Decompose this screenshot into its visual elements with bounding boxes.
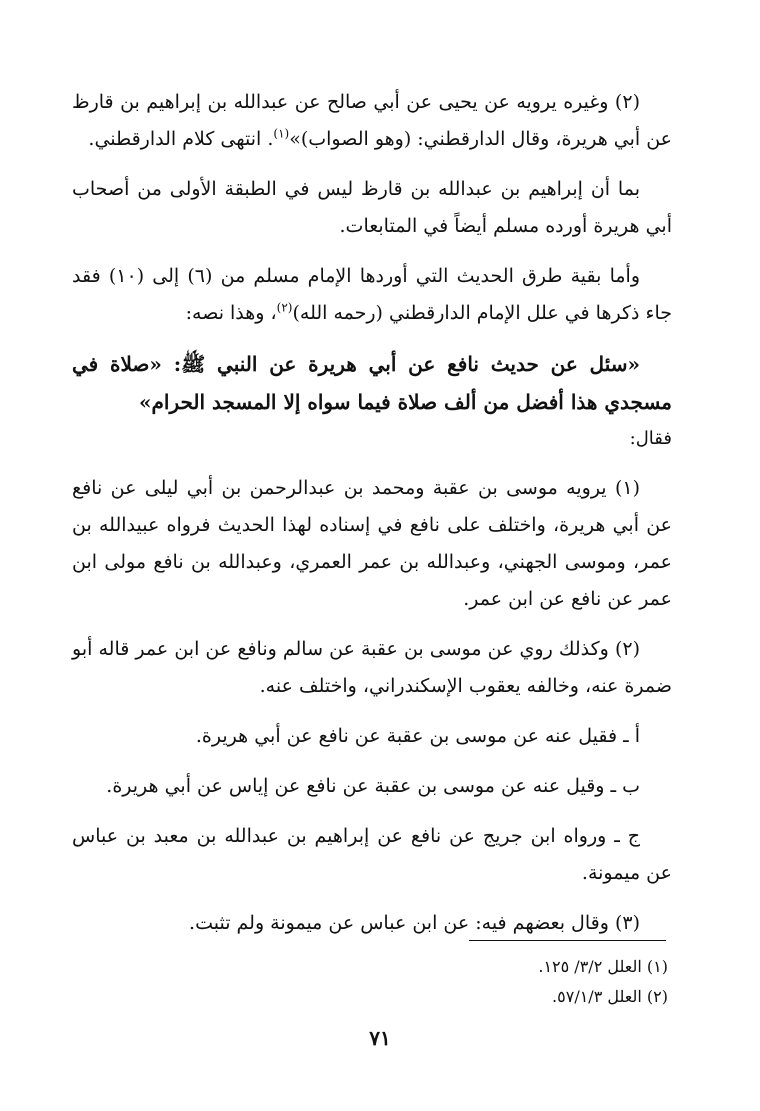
footnote-ref-2[interactable]: (٢) (276, 300, 293, 315)
paragraph-8: ب ـ وقيل عنه عن موسى بن عقبة عن نافع عن إياس عن أبي هريرة. (106, 775, 640, 797)
footnote-2: (٢) العلل ٥٧/١/٣. (552, 987, 668, 1006)
paragraph-1-text: (٢) وغيره يرويه عن يحيى عن أبي صالح عن عبدالله بن إبراهيم بن قارظ عن أبي هريرة، وقال الدارقطني: (وهو الصواب)» (72, 91, 672, 150)
paragraph-10: (٣) وقال بعضهم فيه: عن ابن عباس عن ميمونة ولم تثبت. (189, 912, 640, 934)
paragraph-2: بما أن إبراهيم بن عبدالله بن قارظ ليس في الطبقة الأولى من أصحاب أبي هريرة أورده مسلم أيضاً في المتابعات. (72, 178, 672, 237)
paragraph-7: أ ـ فقيل عنه عن موسى بن عقبة عن نافع عن أبي هريرة. (195, 725, 640, 747)
footnote-divider (469, 940, 666, 941)
footnote-ref-1[interactable]: (١) (273, 126, 290, 141)
paragraph-6: (٢) وكذلك روي عن موسى بن عقبة عن سالم ونافع عن ابن عمر قاله أبو ضمرة عنه، وخالفه يعقوب الإسكندراني، واختلف عنه. (72, 638, 672, 697)
paragraph-1 (72, 84, 672, 158)
footnotes (538, 952, 668, 1012)
page-number: ٧١ (369, 1026, 391, 1050)
paragraph-1-tail: . انتهى كلام الدارقطني. (88, 128, 274, 150)
paragraph-3-text: وأما بقية طرق الحديث التي أوردها الإمام مسلم من (٦) إلى (١٠) فقد جاء ذكرها في علل الإمام الدارقطني (رحمه الله) (72, 265, 672, 324)
paragraph-5: (١) يرويه موسى بن عقبة ومحمد بن عبدالرحمن بن أبي ليلى عن نافع عن أبي هريرة، واختلف على نافع في إسناده لهذا الحديث فرواه عبيدالله بن عمر، وموسى الجهني، وعبدالله بن عمر العمري، وعبدالله بن نافع مولى ابن عمر عن نافع عن ابن عمر. (72, 477, 672, 610)
paragraph-4-tail: فقال: (629, 428, 672, 449)
quoted-hadith-question: «سئل عن حديث نافع عن أبي هريرة عن النبي ﷺ: «صلاة في مسجدي هذا أفضل من ألف صلاة فيما سواه إلا المسجد الحرام» (72, 352, 672, 414)
page-body (72, 84, 672, 955)
footnote-1: (١) العلل ٣/٢/ ١٢٥. (538, 957, 668, 976)
paragraph-3-tail: ، وهذا نصه: (185, 302, 277, 324)
paragraph-9: ج ـ ورواه ابن جريج عن نافع عن إبراهيم بن عبدالله بن معبد بن عباس عن ميمونة. (72, 825, 672, 884)
paragraph-3 (72, 258, 672, 332)
